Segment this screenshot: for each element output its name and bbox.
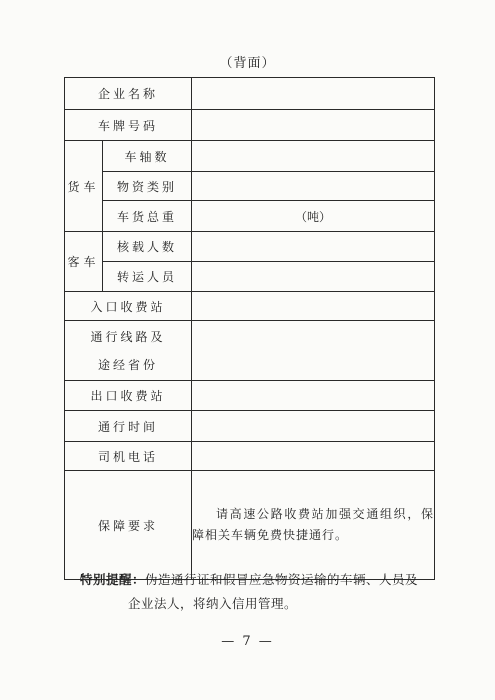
route-field[interactable] [192, 321, 435, 381]
page-heading: （背面） [219, 56, 276, 71]
rated-passengers-label: 核载人数 [103, 232, 192, 262]
exit-station-field[interactable] [192, 381, 435, 411]
special-notice [80, 568, 420, 616]
bus-group-label: 客车 [65, 232, 103, 292]
gross-weight-label: 车货总重 [103, 201, 192, 232]
transport-staff-field[interactable] [192, 262, 435, 292]
plate-number-field[interactable] [192, 110, 435, 141]
plate-number-label: 车牌号码 [65, 110, 192, 141]
permit-form-table [64, 77, 435, 580]
route-label [65, 321, 192, 381]
truck-group-label: 货车 [65, 141, 103, 232]
weight-unit: （吨） [295, 209, 332, 224]
notice-line-2: 企业法人，将纳入信用管理。 [128, 596, 298, 611]
entry-station-field[interactable] [192, 292, 435, 321]
notice-line-1 [80, 568, 420, 592]
route-label-line1: 通行线路及 [90, 329, 166, 344]
driver-phone-label: 司机电话 [65, 442, 192, 471]
page-number: — 7 — [221, 634, 274, 649]
exit-station-label: 出口收费站 [65, 381, 192, 411]
material-type-field[interactable] [192, 172, 435, 201]
axle-count-field[interactable] [192, 141, 435, 172]
requirements-text: 请高速公路收费站加强交通组织，保障相关车辆免费快捷通行。 [192, 471, 435, 580]
notice-prefix: 特别提醒： [80, 572, 146, 587]
notice-text-1: 伪造通行证和假冒应急物资运输的车辆、人员及 [145, 572, 419, 587]
transport-staff-label: 转运人员 [103, 262, 192, 292]
company-name-field[interactable] [192, 78, 435, 110]
driver-phone-field[interactable] [192, 442, 435, 471]
entry-station-label: 入口收费站 [65, 292, 192, 321]
pass-time-field[interactable] [192, 411, 435, 442]
company-name-label: 企业名称 [65, 78, 192, 110]
gross-weight-field[interactable] [192, 201, 435, 232]
pass-time-label: 通行时间 [65, 411, 192, 442]
route-label-line2: 途经省份 [98, 357, 159, 372]
requirements-label: 保障要求 [65, 471, 192, 580]
axle-count-label: 车轴数 [103, 141, 192, 172]
material-type-label: 物资类别 [103, 172, 192, 201]
rated-passengers-field[interactable] [192, 232, 435, 262]
